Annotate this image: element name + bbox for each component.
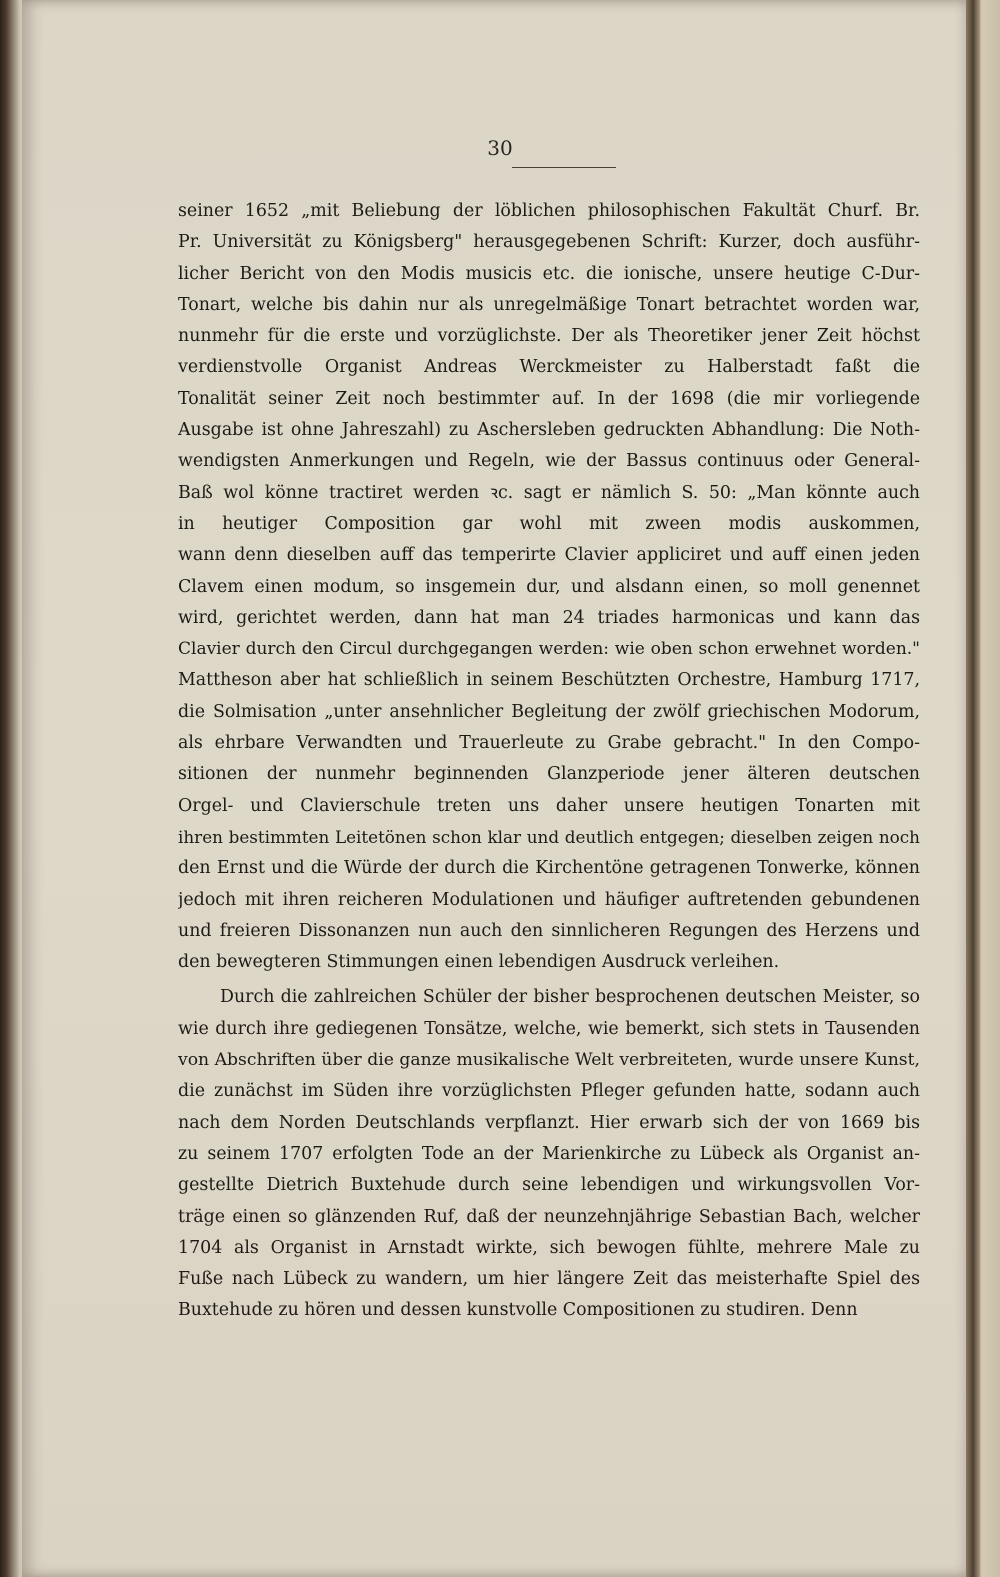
text-line: Tonalität seiner Zeit noch bestimmter auf. In der 1698 (die mir vorliegende xyxy=(178,388,920,409)
text-line: Buxtehude zu hören und dessen kunstvolle Compositionen zu studiren. Denn xyxy=(178,1300,858,1321)
paragraph xyxy=(178,196,920,978)
text-line: nunmehr für die erste und vorzüglichste. Der als Theoretiker jener Zeit höchst xyxy=(178,326,920,347)
text-line: Ausgabe ist ohne Jahreszahl) zu Aschersleben gedruckten Abhandlung: Die Noth- xyxy=(178,420,920,441)
text-line: seiner 1652 „mit Beliebung der löblichen philosophischen Fakultät Churf. Br. xyxy=(178,201,920,221)
text-line: als ehrbare Verwandten und Trauerleute zu Grabe gebracht." In den Compo- xyxy=(178,733,920,754)
text-line: Orgel- und Clavierschule treten uns daher unsere heutigen Tonarten mit xyxy=(178,795,920,816)
text-line: Baß wol könne tractiret werden ꝛc. sagt er nämlich S. 50: „Man könnte auch xyxy=(178,482,920,503)
text-line: licher Bericht von den Modis musicis etc. die ionische, unsere heutige C-Dur- xyxy=(178,263,920,284)
text-line: sitionen der nunmehr beginnenden Glanzperiode jener älteren deutschen xyxy=(178,764,920,785)
text-line: gestellte Dietrich Buxtehude durch seine lebendigen und wirkungsvollen Vor- xyxy=(178,1175,920,1196)
text-line: Durch die zahlreichen Schüler der bisher besprochenen deutschen Meister, so xyxy=(220,987,920,1008)
page-number: 30 xyxy=(487,136,513,160)
text-line: wird, gerichtet werden, dann hat man 24 triades harmonicas und kann das xyxy=(178,607,920,628)
text-line: zu seinem 1707 erfolgten Tode an der Marienkirche zu Lübeck als Organist an- xyxy=(178,1143,920,1164)
text-line: träge einen so glänzenden Ruf, daß der neunzehnjährige Sebastian Bach, welcher xyxy=(178,1206,920,1227)
text-line: jedoch mit ihren reicheren Modulationen und häufiger auftretenden gebundenen xyxy=(178,889,920,910)
text-line: die zunächst im Süden ihre vorzüglichsten Pfleger gefunden hatte, sodann auch xyxy=(178,1081,920,1102)
text-line: den Ernst und die Würde der durch die Kirchentöne getragenen Tonwerke, können xyxy=(178,858,920,879)
text-line: Clavem einen modum, so insgemein dur, und alsdann einen, so moll genennet xyxy=(178,576,920,597)
text-line: 1704 als Organist in Arnstadt wirkte, sich bewogen fühlte, mehrere Male zu xyxy=(178,1237,920,1258)
paragraph xyxy=(178,982,920,1326)
text-line: verdienstvolle Organist Andreas Werckmeister zu Halberstadt faßt die xyxy=(178,357,920,378)
text-line: von Abschriften über die ganze musikalische Welt verbreiteten, wurde unsere Kunst, xyxy=(178,1050,920,1071)
header-rule xyxy=(512,167,616,168)
text-line: in heutiger Composition gar wohl mit zween modis auskommen, xyxy=(178,513,920,534)
text-line: Fuße nach Lübeck zu wandern, um hier längere Zeit das meisterhafte Spiel des xyxy=(178,1269,920,1290)
text-line: wann denn dieselben auff das temperirte Clavier appliciret und auff einen jeden xyxy=(178,545,920,566)
text-line: Pr. Universität zu Königsberg" herausgegebenen Schrift: Kurzer, doch ausführ- xyxy=(178,232,920,253)
text-line: die Solmisation „unter ansehnlicher Begleitung der zwölf griechischen Modorum, xyxy=(178,701,920,722)
text-line: und freieren Dissonanzen nun auch den sinnlicheren Regungen des Herzens und xyxy=(178,920,920,941)
text-line: wendigsten Anmerkungen und Regeln, wie der Bassus continuus oder General- xyxy=(178,451,920,472)
body-text xyxy=(178,196,920,1327)
text-line: ihren bestimmten Leitetönen schon klar und deutlich entgegen; dieselben zeigen noch xyxy=(178,826,920,847)
text-line: Clavier durch den Circul durchgegangen werden: wie oben schon erwehnet worden." xyxy=(178,639,920,660)
text-line: wie durch ihre gediegenen Tonsätze, welche, wie bemerkt, sich stets in Tausenden xyxy=(178,1018,920,1039)
text-line: nach dem Norden Deutschlands verpflanzt. Hier erwarb sich der von 1669 bis xyxy=(178,1112,920,1133)
text-line: Mattheson aber hat schließlich in seinem Beschützten Orchestre, Hamburg 1717, xyxy=(178,670,920,691)
text-line: den bewegteren Stimmungen einen lebendigen Ausdruck verleihen. xyxy=(178,952,780,973)
book-gutter xyxy=(966,0,980,1577)
text-line: Tonart, welche bis dahin nur als unregelmäßige Tonart betrachtet worden war, xyxy=(178,294,920,315)
